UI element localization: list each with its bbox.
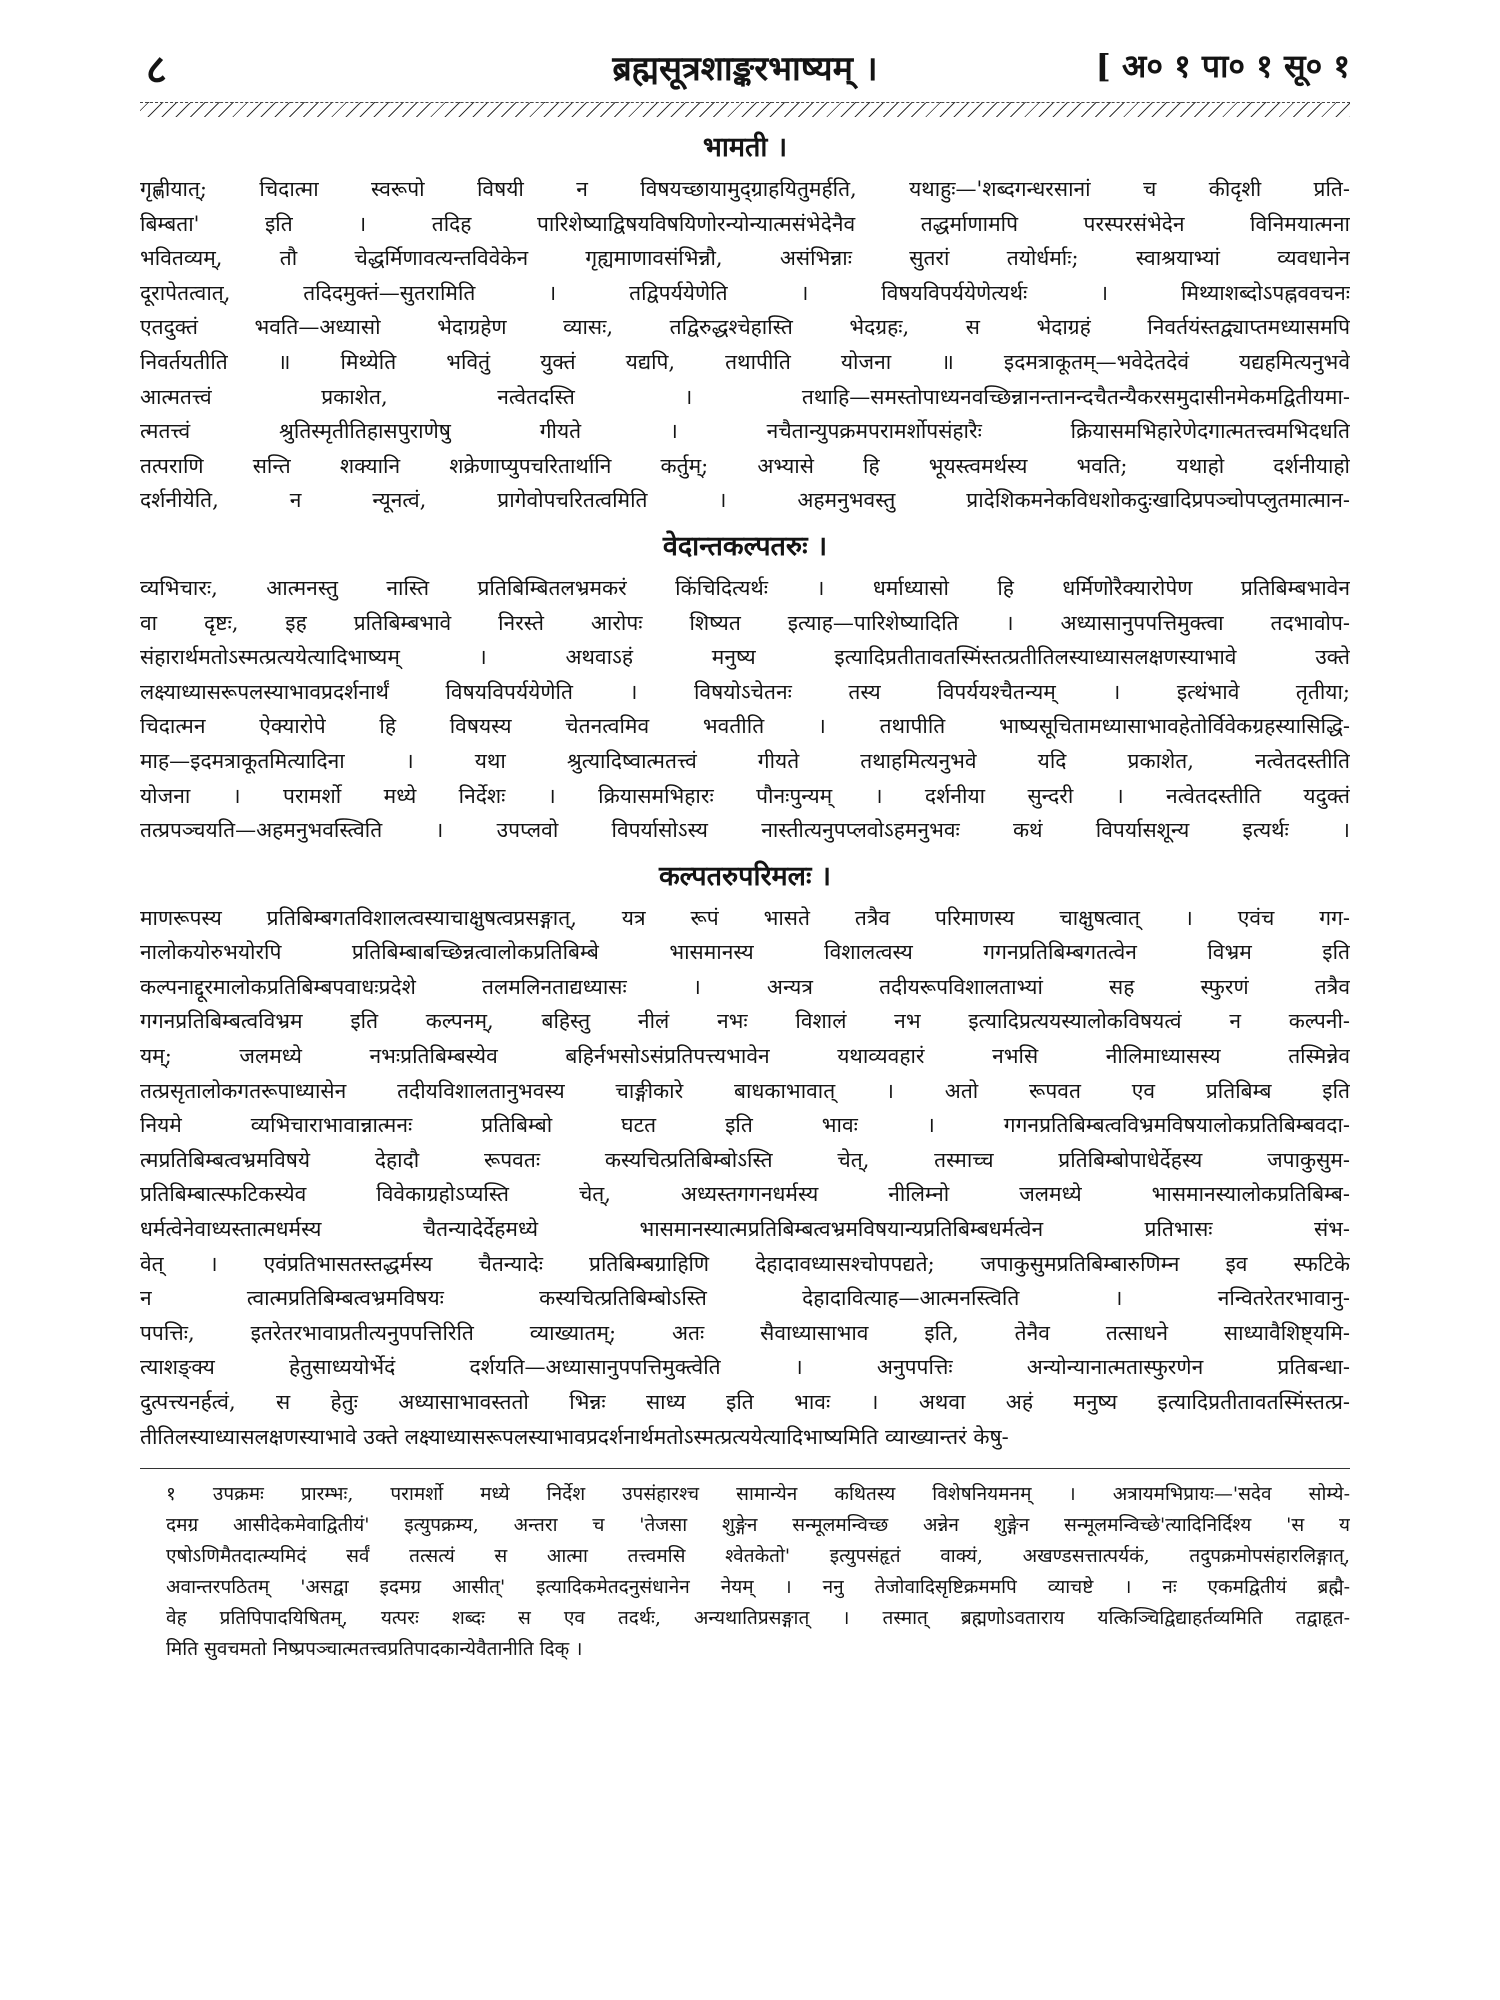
text-line: दूरापेतत्वात्, तदिदमुक्तं—सुतरामिति । तद्विपर्ययेणेति । विषयविपर्ययेणेत्यर्थः । मिथ्याशब्दोऽपह्नववचनः	[140, 280, 1350, 305]
section-text-parimala	[140, 901, 1350, 1455]
text-line: नियमे व्यभिचाराभावान्नात्मनः प्रतिबिम्बो घटत इति भावः । गगनप्रतिबिम्बत्वविभ्रमविषयालोकप्रतिबिम्बवदा-	[140, 1113, 1350, 1138]
text-line: धर्मत्वेनेवाध्यस्तात्मधर्मस्य चैतन्यादेर्देहमध्ये भासमानस्यात्मप्रतिबिम्बत्वभ्रमविषयान्यप्रतिबिम्बधर्मत्वेन प्रतिभासः संभ-	[140, 1217, 1350, 1242]
section-text-bhamati	[140, 172, 1350, 518]
section-text-kalpataru	[140, 571, 1350, 848]
text-line: गगनप्रतिबिम्बत्वविभ्रम इति कल्पनम्, बहिस्तु नीलं नभः विशालं नभ इत्यादिप्रत्ययस्यालोकविषयत्वं न कल्पनी-	[140, 1009, 1350, 1034]
footnote-line: एषोऽणिमैतदात्म्यमिदं सर्वं तत्सत्यं स आत्मा तत्त्वमसि श्वेतकेतो' इत्युपसंहृतं वाक्यं, अखण्डसत्तात्पर्यकं, तदुपक्रमोपसंहारलिङ्गात्,	[166, 1545, 1350, 1568]
text-line: दर्शनीयेति, न न्यूनत्वं, प्रागेवोपचरितत्वमिति । अहमनुभवस्तु प्रादेशिकमनेकविधशोकदुःखादिप्रपञ्चोपप्लुतमात्मान-	[140, 488, 1350, 513]
footnote	[140, 1479, 1350, 1665]
text-line: योजना । परामर्शो मध्ये निर्देशः । क्रियासमभिहारः पौनःपुन्यम् । दर्शनीया सुन्दरी । नत्वेतदस्तीति यदुक्तं	[140, 783, 1350, 808]
text-line: तत्प्रसृतालोकगतरूपाध्यासेन तदीयविशालतानुभवस्य चाङ्गीकारे बाधकाभावात् । अतो रूपवत एव प्रतिबिम्ब इति	[140, 1078, 1350, 1103]
text-line: संहारार्थमतोऽस्मत्प्रत्ययेत्यादिभाष्यम् । अथवाऽहं मनुष्य इत्यादिप्रतीतावतस्मिंस्तत्प्रतीतिलस्याध्यासलक्षणस्याभावे उक्ते	[140, 645, 1350, 670]
text-line: बिम्बता' इति । तदिह पारिशेष्याद्विषयविषयिणोरन्योन्यात्मसंभेदेनैव तद्धर्माणामपि परस्परसंभेदेन विनिमयात्मना	[140, 211, 1350, 236]
text-line: नालोकयोरुभयोरपि प्रतिबिम्बाबच्छिन्नत्वालोकप्रतिबिम्बे भासमानस्य विशालत्वस्य गगनप्रतिबिम्बगतत्वेन विभ्रम इति	[140, 940, 1350, 965]
text-line: न त्वात्मप्रतिबिम्बत्वभ्रमविषयः कस्यचित्प्रतिबिम्बोऽस्ति देहादावित्याह—आत्मनस्त्विति । नन्वितरेतरभावानु-	[140, 1286, 1350, 1311]
text-line: लक्ष्याध्यासरूपलस्याभावप्रदर्शनार्थं विषयविपर्ययेणेति । विषयोऽचेतनः तस्य विपर्ययश्चैतन्यम् । इत्थंभावे तृतीया;	[140, 679, 1350, 704]
text-line: कल्पनाद्दूरमालोकप्रतिबिम्बपवाधःप्रदेशे तलमलिनताद्यध्यासः । अन्यत्र तदीयरूपविशालताभ्यां सह स्फुरणं तत्रैव	[140, 974, 1350, 999]
text-line: तत्पराणि सन्ति शक्यानि शक्रेणाप्युपचरितार्थानि कर्तुम्; अभ्यासे हि भूयस्त्वमर्थस्य भवति; यथाहो दर्शनीयाहो	[140, 453, 1350, 478]
text-line: वेत् । एवंप्रतिभासतस्तद्धर्मस्य चैतन्यादेः प्रतिबिम्बग्राहिणि देहादावध्यासश्चोपपद्यते; जपाकुसुमप्रतिबिम्बारुणिम्न इव स्फटिके	[140, 1251, 1350, 1276]
running-title: ब्रह्मसूत्रशाङ्करभाष्यम् ।	[612, 49, 878, 89]
text-line: पपत्तिः, इतरेतरभावाप्रतीत्यनुपपत्तिरिति व्याख्यातम्; अतः सैवाध्यासाभाव इति, तेनैव तत्साधने साध्यावैशिष्ट्यमि-	[140, 1320, 1350, 1345]
page-number: ८	[146, 46, 167, 93]
text-line: माणरूपस्य प्रतिबिम्बगतविशालत्वस्याचाक्षुषत्वप्रसङ्गात्, यत्र रूपं भासते तत्रैव परिमाणस्य चाक्षुषत्वात् । एवंच गग-	[140, 905, 1350, 930]
sutra-reference: [ अ० १ पा० १ सू० १	[1095, 47, 1350, 85]
text-line: तीतिलस्याध्यासलक्षणस्याभावे उक्ते लक्ष्याध्यासरूपलस्याभावप्रदर्शनार्थमतोऽस्मत्प्रत्ययेत्यादिभाष्यमिति व्याख्यान्तरं केषु-	[140, 1424, 1009, 1449]
text-line: वा दृष्टः, इह प्रतिबिम्बभावे निरस्ते आरोपः शिष्यत इत्याह—पारिशेष्यादिति । अध्यासानुपपत्तिमुक्त्वा तदभावोप-	[140, 610, 1350, 635]
text-line: आत्मतत्त्वं प्रकाशेत, नत्वेतदस्ति । तथाहि—समस्तोपाध्यनवच्छिन्नानन्तानन्दचैतन्यैकरसमुदासीनमेकमद्वितीयमा-	[140, 384, 1350, 409]
footnote-rule	[140, 1468, 1350, 1469]
text-line: गृह्णीयात्; चिदात्मा स्वरूपो विषयी न विषयच्छायामुद्ग्राहयितुमर्हति, यथाहुः—'शब्दगन्धरसानां च कीदृशी प्रति-	[140, 177, 1350, 201]
text-line: निवर्तयतीति ॥ मिथ्येति भवितुं युक्तं यद्यपि, तथापीति योजना ॥ इदमत्राकूतम्—भवेदेतदेवं यद्यहमित्यनुभवे	[140, 349, 1350, 374]
footnote-line: मिति सुवचमतो निष्प्रपञ्चात्मतत्त्वप्रतिपादकान्येवैतानीति दिक् ।	[166, 1638, 583, 1661]
footnote-line: दमग्र आसीदेकमेवाद्वितीयं' इत्युपक्रम्य, अन्तरा च 'तेजसा शुङ्गेन सन्मूलमन्विच्छ अन्नेन शुङ्गेन सन्मूलमन्विच्छे'त्यादिनिर्दिश्य 'स य	[166, 1514, 1350, 1537]
text-line: यम्; जलमध्ये नभःप्रतिबिम्बस्येव बहिर्नभसोऽसंप्रतिपत्त्यभावेन यथाव्यवहारं नभसि नीलिमाध्यासस्य तस्मिन्नेव	[140, 1044, 1350, 1069]
header-divider	[140, 102, 1350, 117]
section-title-parimala: कल्पतरुपरिमलः ।	[658, 860, 832, 892]
text-line: दुत्पत्त्यनर्हत्वं, स हेतुः अध्यासाभावस्ततो भिन्नः साध्य इति भावः । अथवा अहं मनुष्य इत्यादिप्रतीतावतस्मिंस्तत्प्र-	[140, 1390, 1350, 1414]
text-line: त्मप्रतिबिम्बत्वभ्रमविषये देहादौ रूपवतः कस्यचित्प्रतिबिम्बोऽस्ति चेत्, तस्माच्च प्रतिबिम्बोपाधेर्देहस्य जपाकुसुम-	[140, 1147, 1350, 1172]
text-line: माह—इदमत्राकूतमित्यादिना । यथा श्रुत्यादिष्वात्मतत्त्वं गीयते तथाहमित्यनुभवे यदि प्रकाशेत, नत्वेतदस्तीति	[140, 748, 1350, 773]
text-line: त्मतत्त्वं श्रुतिस्मृतीतिहासपुराणेषु गीयते । नचैतान्युपक्रमपरामर्शोपसंहारैः क्रियासमभिहारेणेदगात्मतत्त्वमभिदधति	[140, 419, 1350, 444]
section-title-kalpataru: वेदान्तकल्पतरुः ।	[662, 530, 828, 562]
text-line: एतदुक्तं भवति—अध्यासो भेदाग्रहेण व्यासः, तद्विरुद्धश्चेहास्ति भेदग्रहः, स भेदाग्रहं निवर्तयंस्तद्व्याप्तमध्यासमपि	[140, 315, 1350, 340]
footnote-line: वेह प्रतिपिपादयिषितम्, यत्परः शब्दः स एव तदर्थः, अन्यथातिप्रसङ्गात् । तस्मात् ब्रह्मणोऽवताराय यत्किञ्चिद्विद्याहर्तव्यमिति तद्वाहृत-	[166, 1607, 1350, 1630]
text-line: तत्प्रपञ्चयति—अहमनुभवस्त्विति । उपप्लवो विपर्यासोऽस्य नास्तीत्यनुपप्लवोऽहमनुभवः कथं विपर्यासशून्य इत्यर्थः ।	[140, 818, 1350, 843]
footnote-line: १ उपक्रमः प्रारम्भः, परामर्शो मध्ये निर्देश उपसंहारश्च सामान्येन कथितस्य विशेषनियमनम् । अत्रायमभिप्रायः—'सदेव सोम्ये-	[166, 1483, 1350, 1506]
text-line: प्रतिबिम्बात्स्फटिकस्येव विवेकाग्रहोऽप्यस्ति चेत्, अध्यस्तगगनधर्मस्य नीलिम्नो जलमध्ये भासमानस्यालोकप्रतिबिम्ब-	[140, 1182, 1350, 1207]
text-line: भवितव्यम्, तौ चेद्धर्मिणावत्यन्तविवेकेन गृह्यमाणावसंभिन्नौ, असंभिन्नाः सुतरां तयोर्धर्माः; स्वाश्रयाभ्यां व्यवधानेन	[140, 246, 1350, 271]
text-line: व्यभिचारः, आत्मनस्तु नास्ति प्रतिबिम्बितलभ्रमकरं किंचिदित्यर्थः । धर्माध्यासो हि धर्मिणोरैक्यारोपेण प्रतिबिम्बभावेन	[140, 575, 1350, 600]
commentary-body	[140, 127, 1350, 1454]
text-line: त्याशङ्क्य हेतुसाध्ययोर्भेदं दर्शयति—अध्यासानुपपत्तिमुक्त्वेति । अनुपपत्तिः अन्योन्यानात्मतास्फुरणेन प्रतिबन्धा-	[140, 1355, 1350, 1380]
page-header	[140, 40, 1350, 94]
footnote-line: अवान्तरपठितम् 'असद्वा इदमग्र आसीत्' इत्यादिकमेतदनुसंधानेन नेयम् । ननु तेजोवादिसृष्टिक्रममपि व्याचष्टे । नः एकमद्वितीयं ब्रह्मै-	[166, 1576, 1350, 1599]
text-line: चिदात्मन ऐक्यारोपे हि विषयस्य चेतनत्वमिव भवतीति । तथापीति भाष्यसूचितामध्यासाभावहेतोर्विवेकग्रहस्यासिद्धि-	[140, 714, 1350, 739]
section-title-bhamati: भामती ।	[702, 132, 788, 163]
